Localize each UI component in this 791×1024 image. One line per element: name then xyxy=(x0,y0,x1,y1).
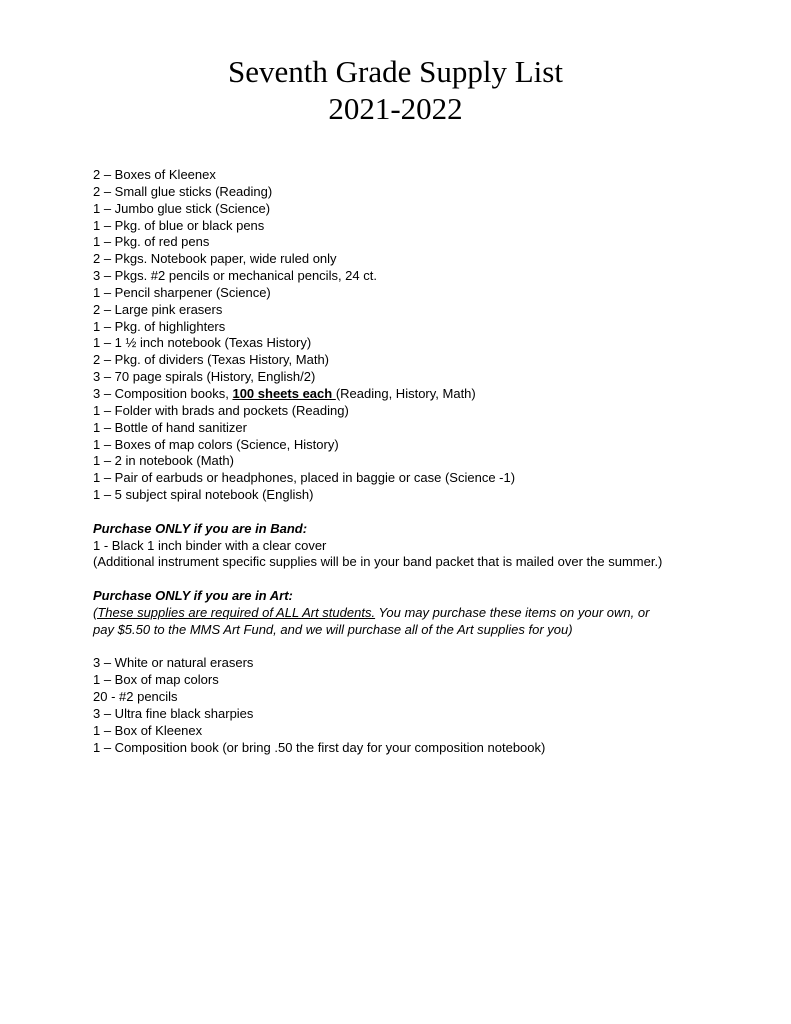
composition-suffix: (Reading, History, Math) xyxy=(335,385,476,401)
school-year: 2021-2022 xyxy=(328,91,463,126)
art-note-line-1 xyxy=(93,605,753,622)
supply-item: 2 – Boxes of Kleenex xyxy=(93,167,216,182)
spacer xyxy=(93,504,753,521)
art-heading: Purchase ONLY if you are in Art: xyxy=(93,588,293,604)
art-item: 3 – Ultra fine black sharpies xyxy=(93,706,254,721)
page-title: Seventh Grade Supply List xyxy=(228,54,563,89)
composition-prefix: 3 – Composition books, xyxy=(93,385,233,401)
art-note-required: (These supplies are required of ALL Art students. xyxy=(93,604,376,620)
supply-item: 1 – Boxes of map colors (Science, History) xyxy=(93,436,339,452)
supply-item: 3 – 70 page spirals (History, English/2) xyxy=(93,369,316,385)
supply-item: 1 – 5 subject spiral notebook (English) xyxy=(93,487,314,503)
supply-item: 1 – Jumbo glue stick (Science) xyxy=(93,200,271,216)
supply-item: 1 – 1 ½ inch notebook (Texas History) xyxy=(93,335,312,351)
supply-list-content xyxy=(93,167,753,757)
supply-item: 2 – Small glue sticks (Reading) xyxy=(93,183,273,199)
art-item: 1 – Box of map colors xyxy=(93,672,219,688)
supply-item: 2 – Large pink erasers xyxy=(93,301,223,317)
supply-item: 1 – Pkg. of red pens xyxy=(93,234,210,250)
art-note-line-2: pay $5.50 to the MMS Art Fund, and we will purchase all of the Art supplies for you) xyxy=(93,621,573,637)
art-item: 1 – Composition book (or bring .50 the first day for your composition notebook) xyxy=(93,739,546,755)
supply-item: 1 – Pencil sharpener (Science) xyxy=(93,284,271,300)
supply-item: 1 – 2 in notebook (Math) xyxy=(93,453,234,469)
supply-item: 1 – Pkg. of blue or black pens xyxy=(93,217,265,233)
supply-item: 1 – Pair of earbuds or headphones, placed in baggie or case (Science -1) xyxy=(93,470,516,486)
art-item: 20 - #2 pencils xyxy=(93,689,178,705)
supply-item: 1 – Bottle of hand sanitizer xyxy=(93,419,247,435)
supply-item: 2 – Pkg. of dividers (Texas History, Math) xyxy=(93,352,330,368)
band-note: (Additional instrument specific supplies will be in your band packet that is mailed over the summer.) xyxy=(93,554,663,570)
spacer xyxy=(93,571,753,588)
composition-emphasis: 100 sheets each xyxy=(232,385,336,401)
band-item: 1 - Black 1 inch binder with a clear cover xyxy=(93,537,327,553)
supply-item: 1 – Pkg. of highlighters xyxy=(93,318,226,334)
art-note-purchase: You may purchase these items on your own, or xyxy=(375,604,650,620)
supply-item: 3 – Pkgs. #2 pencils or mechanical pencils, 24 ct. xyxy=(93,268,377,284)
supply-item-composition-books xyxy=(93,386,753,403)
art-item: 1 – Box of Kleenex xyxy=(93,722,203,738)
supply-item: 1 – Folder with brads and pockets (Reading) xyxy=(93,402,349,418)
band-heading: Purchase ONLY if you are in Band: xyxy=(93,520,308,536)
art-item: 3 – White or natural erasers xyxy=(93,655,254,671)
spacer xyxy=(93,639,753,656)
supply-item: 2 – Pkgs. Notebook paper, wide ruled only xyxy=(93,251,337,267)
